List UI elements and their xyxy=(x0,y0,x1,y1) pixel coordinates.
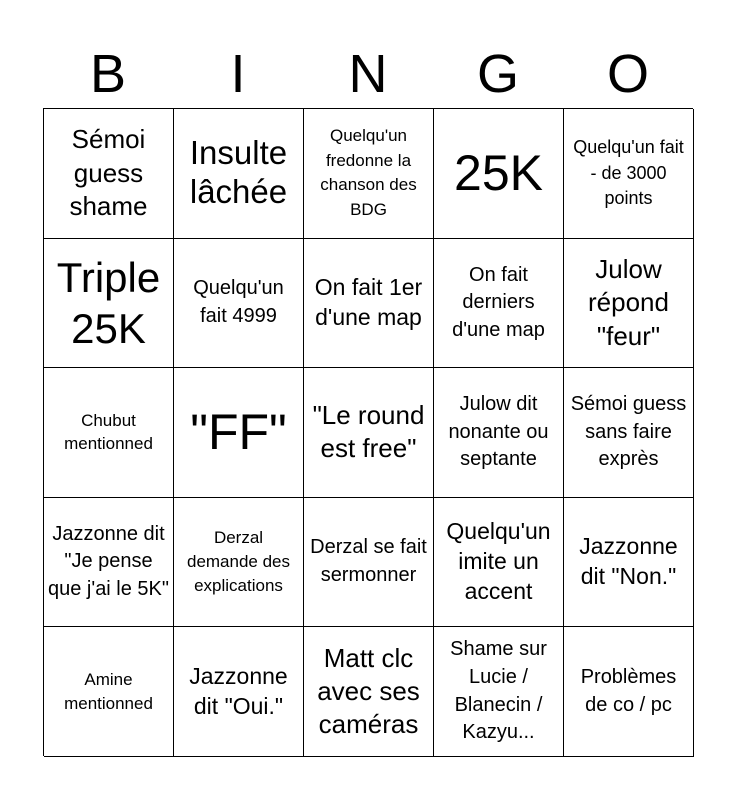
bingo-cell-r2-c4[interactable] xyxy=(434,239,564,369)
cell-text: "FF" xyxy=(190,403,287,460)
bingo-cell-r4-c3[interactable] xyxy=(304,498,434,628)
cell-text: Chubut mentionned xyxy=(64,410,153,454)
cell-text: Triple 25K xyxy=(56,253,161,352)
cell-text: Derzal se fait sermonner xyxy=(310,536,427,587)
bingo-cell-r1-c2[interactable] xyxy=(174,109,304,239)
bingo-header xyxy=(43,40,693,108)
cell-text: Jazzonne dit "Non." xyxy=(579,533,678,590)
cell-text: Quelqu'un fait - de 3000 points xyxy=(573,136,684,209)
cell-text: Shame sur Lucie / Blanecin / Kazyu... xyxy=(450,638,547,744)
cell-text: Jazzonne dit "Oui." xyxy=(189,662,288,719)
cell-text: Julow répond "feur" xyxy=(588,253,669,351)
cell-text: Julow dit nonante ou septante xyxy=(448,393,549,471)
bingo-cell-r3-c4[interactable] xyxy=(434,368,564,498)
header-letter-n: N xyxy=(348,44,388,104)
cell-text: Problèmes de co / pc xyxy=(580,666,677,716)
cell-text: Jazzonne dit "Je pense que j'ai le 5K" xyxy=(48,522,169,600)
cell-text: Matt clc avec ses caméras xyxy=(317,642,420,740)
bingo-cell-r3-c3[interactable] xyxy=(304,368,434,498)
bingo-cell-r5-c5[interactable] xyxy=(564,627,694,757)
header-letter-g: G xyxy=(476,44,519,104)
bingo-cell-r4-c4[interactable] xyxy=(434,498,564,628)
bingo-cell-r5-c2[interactable] xyxy=(174,627,304,757)
bingo-board xyxy=(43,108,693,756)
bingo-cell-r4-c2[interactable] xyxy=(174,498,304,628)
bingo-cell-r1-c5[interactable] xyxy=(564,109,694,239)
cell-text: Sémoi guess sans faire exprès xyxy=(570,393,687,471)
bingo-cell-r4-c1[interactable] xyxy=(44,498,174,628)
bingo-cell-r2-c2[interactable] xyxy=(174,239,304,369)
cell-text: 25K xyxy=(454,144,543,201)
cell-text: Quelqu'un fait 4999 xyxy=(193,277,284,327)
bingo-cell-r1-c4[interactable] xyxy=(434,109,564,239)
bingo-cell-r1-c3[interactable] xyxy=(304,109,434,239)
cell-text: Derzal demande des explications xyxy=(186,528,291,595)
bingo-cell-r5-c4[interactable] xyxy=(434,627,564,757)
bingo-cell-r3-c2[interactable] xyxy=(174,368,304,498)
cell-text: On fait derniers d'une map xyxy=(452,263,545,341)
bingo-cell-r2-c5[interactable] xyxy=(564,239,694,369)
bingo-cell-r4-c5[interactable] xyxy=(564,498,694,628)
cell-text: "Le round est free" xyxy=(312,400,425,464)
cell-text: Quelqu'un fredonne la chanson des BDG xyxy=(320,126,417,219)
cell-text: Sémoi guess shame xyxy=(69,124,148,221)
bingo-cell-r3-c5[interactable] xyxy=(564,368,694,498)
header-letter-i: I xyxy=(230,44,246,104)
cell-text: Amine mentionned xyxy=(64,669,153,713)
bingo-cell-r5-c1[interactable] xyxy=(44,627,174,757)
header-letter-o: O xyxy=(606,44,649,104)
bingo-cell-r5-c3[interactable] xyxy=(304,627,434,757)
cell-text: Insulte lâchée xyxy=(189,134,288,211)
cell-text: Quelqu'un imite un accent xyxy=(446,518,551,605)
cell-text: On fait 1er d'une map xyxy=(314,274,423,330)
header-letter-b: B xyxy=(89,44,127,104)
bingo-cell-r2-c1[interactable] xyxy=(44,239,174,369)
bingo-cell-r3-c1[interactable] xyxy=(44,368,174,498)
bingo-cell-r2-c3[interactable] xyxy=(304,239,434,369)
bingo-cell-r1-c1[interactable] xyxy=(44,109,174,239)
